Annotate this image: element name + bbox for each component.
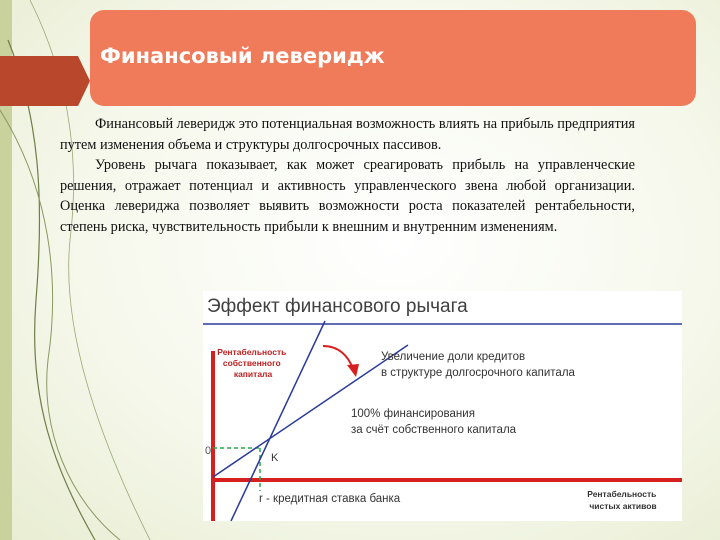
point-k-label: K [271, 452, 279, 464]
y-axis-label: Рентабельность собственного капитала [217, 347, 287, 379]
slide-title: Финансовый леверидж [100, 44, 385, 68]
equity-annotation: 100% финансирования за счёт собственного капитала [351, 408, 517, 436]
title-arrow-marker [0, 56, 90, 106]
definition-paragraph: Финансовый леверидж это потенциальная возможность влиять на прибыль предприятия путем изменения объема и структуры долгосрочных пассивов. [60, 116, 635, 153]
credit-annotation: Увеличение доли кредитов в структуре долгосрочного капитала [381, 351, 575, 379]
leverage-effect-figure [203, 291, 682, 521]
origin-label: 0 [205, 445, 212, 457]
rotation-arrowhead [347, 364, 359, 377]
figure-title: Эффект финансового рычага [207, 296, 468, 317]
body-text [60, 114, 635, 237]
rate-label: r - кредитная ставка банка [259, 493, 401, 505]
leverage-level-paragraph: Уровень рычага показывает, как может среагировать прибыль на управленческие решения, отражает потенциал и активность управленческого звена любой организации. Оценка левериджа позволяет выявить возможности роста показателей рентабельности, степень риска, чувствительность прибыли к внешним и внутренним изменениям. [60, 157, 635, 235]
x-axis-label: Рентабельность чистых активов [587, 489, 657, 511]
